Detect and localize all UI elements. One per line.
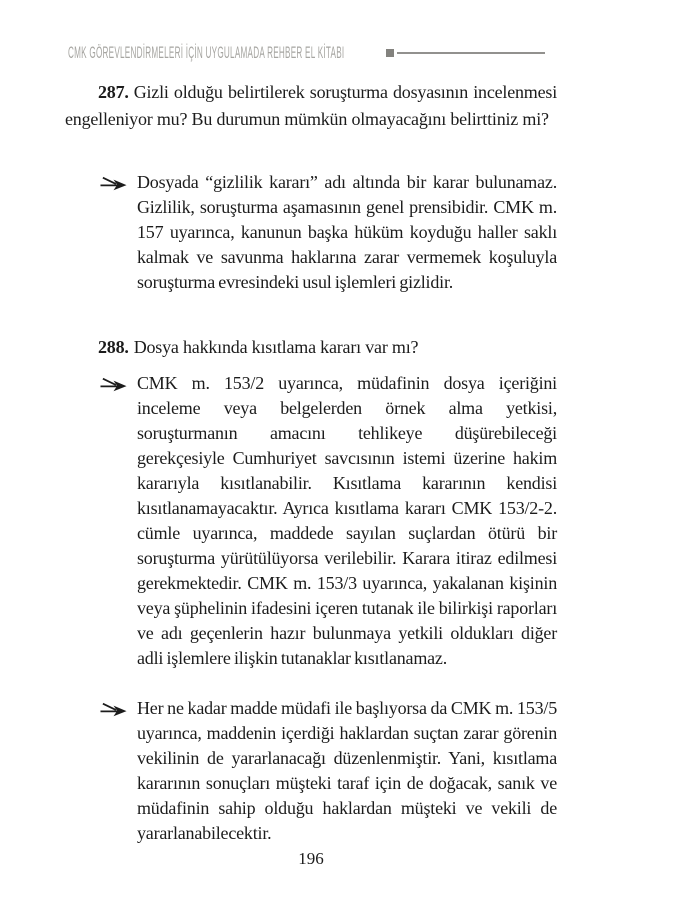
question-paragraph (65, 334, 557, 361)
question-paragraph (65, 79, 557, 133)
question-text: Gizli olduğu belirtilerek soruşturma dosyasının incelenmesi engelleniyor mu? Bu durumun mümkün olmayacağını belirttiniz mi? (65, 82, 557, 129)
answer-bullet-2 (65, 371, 557, 671)
answer-bullet-1 (65, 170, 557, 295)
bullet-text: Her ne kadar madde müdafi ile başlıyorsa da CMK m. 153/5 uyarınca, maddenin içerdiği haklardan suçtan zarar görenin vekilinin de yararlanacağı düzenlenmiştir. Yani, kısıtlama kararının sonuçları müşteki taraf için de doğacak, sanık ve müdafinin sahip olduğu haklardan müşteki ve vekili de yararlanabilecektir. (137, 698, 557, 843)
page-header (0, 41, 700, 65)
bullet-text: Dosyada “gizlilik kararı” adı altında bir karar bulunamaz. Gizlilik, soruşturma aşamasının genel prensibidir. CMK m. 157 uyarınca, kanunun başka hüküm koyduğu haller saklı kalmak ve savunma haklarına zarar vermemek koşuluyla soruşturma evresindeki usul işlemleri gizlidir. (137, 172, 557, 292)
bullet-text: CMK m. 153/2 uyarınca, müdafinin dosya içeriğini inceleme veya belgelerden örnek alma yetkisi, soruşturmanın amacını tehlikeye düşürebileceği gerekçesiyle Cumhuriyet savcısının istemi üzerine hakim kararıyla kısıtlanabilir. Kısıtlama kararının kendisi kısıtlanamayacaktır. Ayrıca kısıtlama kararı CMK 153/2-2. cümle uyarınca, maddede sayılan suçlardan ötürü bir soruşturma yürütülüyorsa verilebilir. Karara itiraz edilmesi gerekmektedir. CMK m. 153/3 uyarınca, yakalanan kişinin veya şüphelinin ifadesini içeren tutanak ile bilirkişi raporları ve adı geçenlerin hazır bulunmaya yetkili oldukları diğer adli işlemlere ilişkin tutanaklar kısıtlanamaz. (137, 373, 557, 668)
question-288 (65, 334, 557, 361)
arrow-bullet-icon (100, 371, 137, 671)
question-text: Dosya hakkında kısıtlama kararı var mı? (133, 337, 419, 357)
bullet-item (100, 696, 557, 846)
bullet-item (100, 170, 557, 295)
header-square-ornament (386, 49, 394, 57)
header-rule-line (397, 52, 545, 54)
arrow-bullet-icon (100, 170, 137, 295)
page-number: 196 (298, 849, 324, 868)
question-287 (65, 79, 557, 133)
bullet-item (100, 371, 557, 671)
question-number: 288. (98, 337, 129, 357)
question-number: 287. (98, 82, 129, 102)
page-footer (65, 849, 557, 869)
answer-bullet-3 (65, 696, 557, 846)
arrow-bullet-icon (100, 696, 137, 846)
running-title: CMK GÖREVLENDİRMELERİ İÇİN UYGULAMADA REHBER EL KİTABI (68, 43, 345, 62)
